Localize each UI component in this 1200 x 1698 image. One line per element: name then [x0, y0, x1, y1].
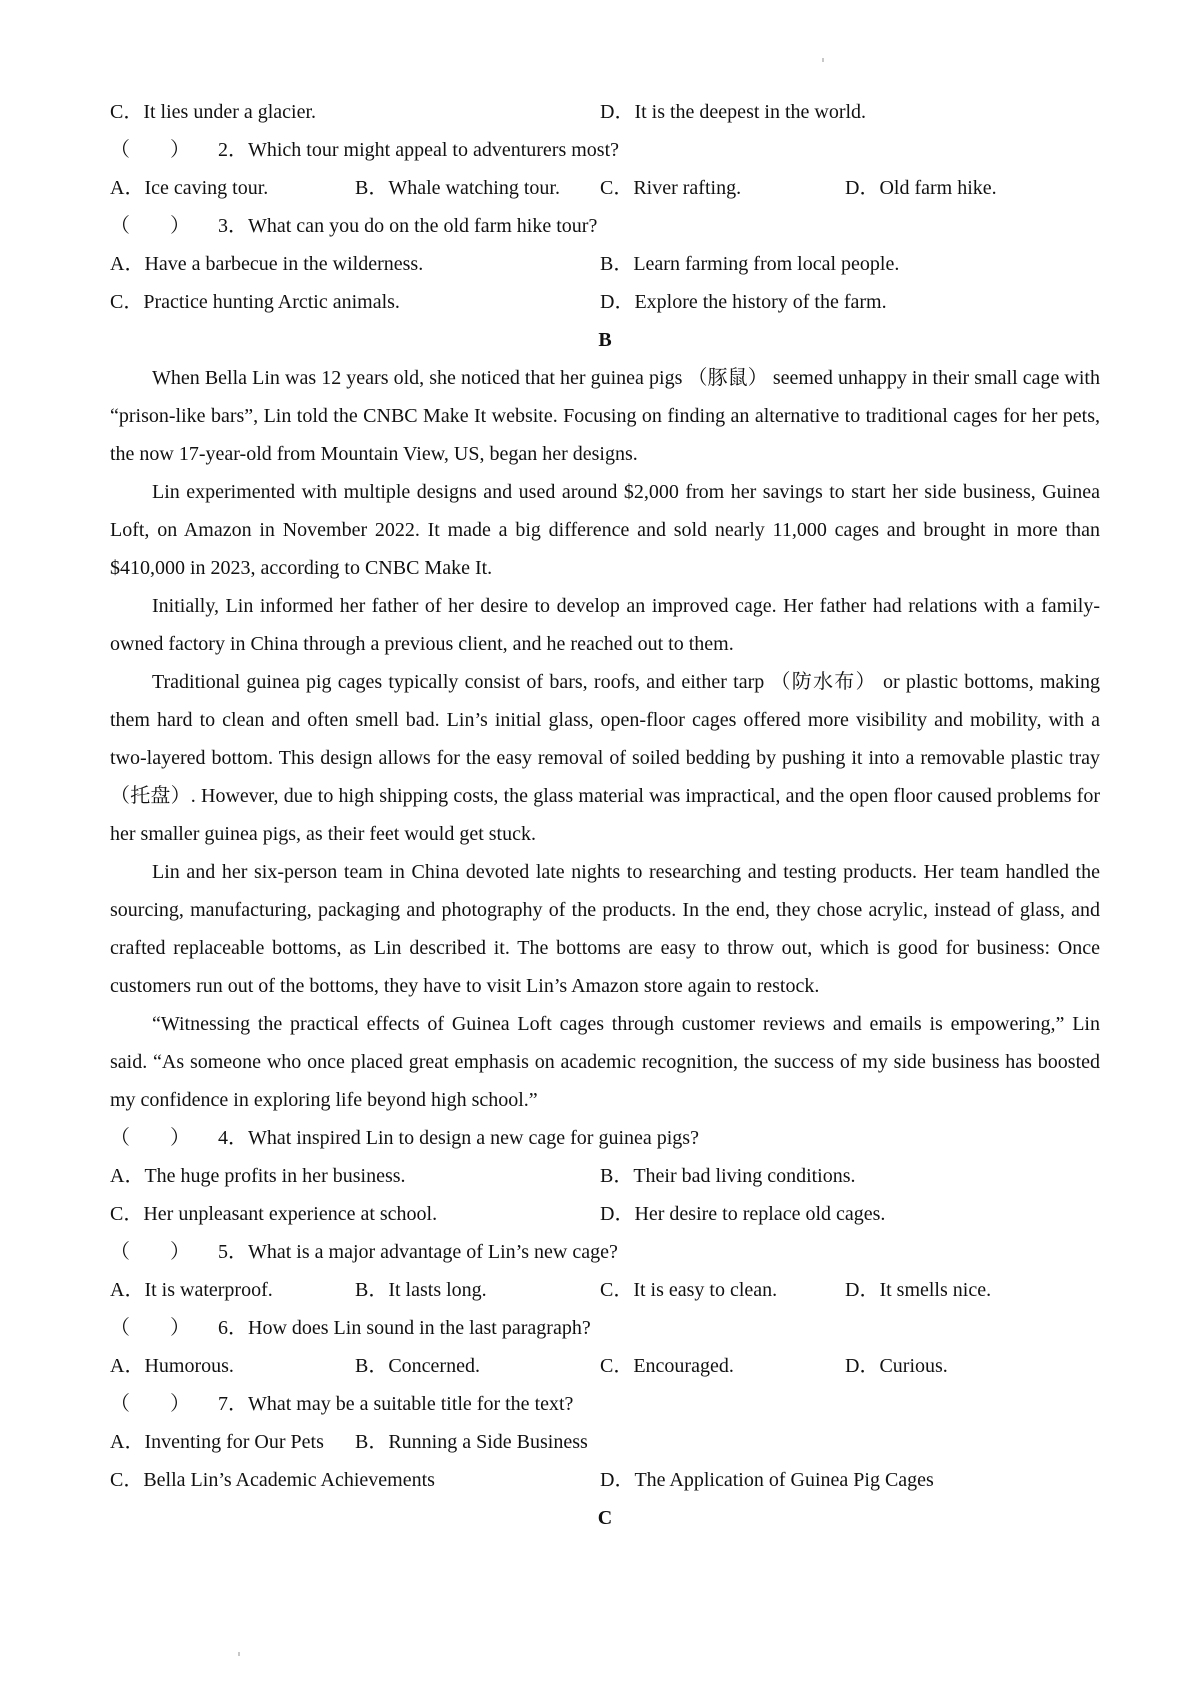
q4-option-d[interactable]: D．Her desire to replace old cages.	[600, 1203, 886, 1225]
answer-blank-7[interactable]: （ ）	[110, 1393, 190, 1415]
q6-option-d[interactable]: D．Curious.	[845, 1355, 948, 1377]
answer-blank-5[interactable]: （ ）	[110, 1241, 190, 1263]
q5-options-row	[110, 1271, 1100, 1309]
q5-option-d[interactable]: D．It smells nice.	[845, 1279, 992, 1301]
q6-option-c[interactable]: C．Encouraged.	[600, 1355, 734, 1377]
question-5	[110, 1233, 1100, 1271]
q3-options-row-2	[110, 283, 1100, 321]
q2-option-a[interactable]: A．Ice caving tour.	[110, 177, 269, 199]
answer-blank-3[interactable]: （ ）	[110, 215, 190, 237]
passage-b-paragraph-2: Lin experimented with multiple designs and used around $2,000 from her savings to start her side business, Guinea Loft, on Amazon in November 2022. It made a big difference and sold nearly 11,000 cages and brought in more than $410,000 in 2023, according to CNBC Make It.	[110, 481, 1100, 579]
q4-options-row-2	[110, 1195, 1100, 1233]
q3-option-c[interactable]: C．Practice hunting Arctic animals.	[110, 291, 400, 313]
scan-mark-top	[822, 58, 824, 62]
scan-mark-bottom	[238, 1652, 240, 1656]
passage-b-paragraph-1: When Bella Lin was 12 years old, she noticed that her guinea pigs （豚鼠） seemed unhappy in their small cage with “prison-like bars”, Lin told the CNBC Make It website. Focusing on finding an alternative to traditional cages for her pets, the now 17-year-old from Mountain View, US, began her designs.	[110, 367, 1100, 465]
question-3	[110, 207, 1100, 245]
q6-options-row	[110, 1347, 1100, 1385]
question-4-text: 4．What inspired Lin to design a new cage for guinea pigs?	[218, 1127, 699, 1149]
q5-option-a[interactable]: A．It is waterproof.	[110, 1279, 273, 1301]
q3-options-row-1	[110, 245, 1100, 283]
q2-option-b[interactable]: B．Whale watching tour.	[355, 177, 560, 199]
q3-option-a[interactable]: A．Have a barbecue in the wilderness.	[110, 253, 424, 275]
passage-b-paragraph-4: Traditional guinea pig cages typically consist of bars, roofs, and either tarp （防水布） or plastic bottoms, making them hard to clean and often smell bad. Lin’s initial glass, open-floor cages offered more visibility and mobility, with a two-layered bottom. This design allows for the easy removal of soiled bedding by pushing it into a removable plastic tray （托盘）. However, due to high shipping costs, the glass material was impractical, and the open floor caused problems for her smaller guinea pigs, as their feet would get stuck.	[110, 671, 1100, 845]
answer-blank-6[interactable]: （ ）	[110, 1317, 190, 1339]
q7-option-d[interactable]: D．The Application of Guinea Pig Cages	[600, 1469, 934, 1491]
q1-option-d[interactable]: D．It is the deepest in the world.	[600, 101, 867, 123]
q6-option-b[interactable]: B．Concerned.	[355, 1355, 480, 1377]
q2-option-d[interactable]: D．Old farm hike.	[845, 177, 997, 199]
question-2	[110, 131, 1100, 169]
question-4	[110, 1119, 1100, 1157]
q4-option-b[interactable]: B．Their bad living conditions.	[600, 1165, 856, 1187]
section-heading-c: C	[597, 1507, 613, 1529]
passage-b-paragraph-5: Lin and her six-person team in China devoted late nights to researching and testing products. Her team handled the sourcing, manufacturing, packaging and photography of the products. In the end, they chose acrylic, instead of glass, and crafted replaceable bottoms, as Lin described it. The bottoms are easy to throw out, which is good for business: Once customers run out of the bottoms, they have to visit Lin’s Amazon store again to restock.	[110, 861, 1100, 997]
q4-option-a[interactable]: A．The huge profits in her business.	[110, 1165, 406, 1187]
question-5-text: 5．What is a major advantage of Lin’s new cage?	[218, 1241, 618, 1263]
q7-options-row-2	[110, 1461, 1100, 1499]
question-6-text: 6．How does Lin sound in the last paragraph?	[218, 1317, 591, 1339]
exam-page	[110, 93, 1100, 1537]
q3-option-b[interactable]: B．Learn farming from local people.	[600, 253, 900, 275]
question-7	[110, 1385, 1100, 1423]
q7-option-b[interactable]: B．Running a Side Business	[355, 1431, 588, 1453]
q4-option-c[interactable]: C．Her unpleasant experience at school.	[110, 1203, 438, 1225]
q7-options-row-1	[110, 1423, 1100, 1461]
passage-b-paragraph-6: “Witnessing the practical effects of Guinea Loft cages through customer reviews and emails is empowering,” Lin said. “As someone who once placed great emphasis on academic recognition, the success of my side business has boosted my confidence in exploring life beyond high school.”	[110, 1013, 1100, 1111]
q7-option-c[interactable]: C．Bella Lin’s Academic Achievements	[110, 1469, 435, 1491]
q2-option-c[interactable]: C．River rafting.	[600, 177, 742, 199]
question-7-text: 7．What may be a suitable title for the text?	[218, 1393, 574, 1415]
question-6	[110, 1309, 1100, 1347]
q5-option-b[interactable]: B．It lasts long.	[355, 1279, 487, 1301]
q2-options-row	[110, 169, 1100, 207]
q5-option-c[interactable]: C．It is easy to clean.	[600, 1279, 778, 1301]
question-3-text: 3．What can you do on the old farm hike tour?	[218, 215, 598, 237]
question-2-text: 2．Which tour might appeal to adventurers most?	[218, 139, 620, 161]
answer-blank-4[interactable]: （ ）	[110, 1127, 190, 1149]
q1-option-c[interactable]: C．It lies under a glacier.	[110, 101, 317, 123]
passage-b-paragraph-3: Initially, Lin informed her father of her desire to develop an improved cage. Her father had relations with a family-owned factory in China through a previous client, and he reached out to them.	[110, 595, 1100, 655]
q7-option-a[interactable]: A．Inventing for Our Pets	[110, 1431, 324, 1453]
q3-option-d[interactable]: D．Explore the history of the farm.	[600, 291, 887, 313]
section-heading-b: B	[598, 329, 612, 351]
q6-option-a[interactable]: A．Humorous.	[110, 1355, 234, 1377]
q1-options-row	[110, 93, 1100, 131]
answer-blank-2[interactable]: （ ）	[110, 139, 190, 161]
q4-options-row-1	[110, 1157, 1100, 1195]
